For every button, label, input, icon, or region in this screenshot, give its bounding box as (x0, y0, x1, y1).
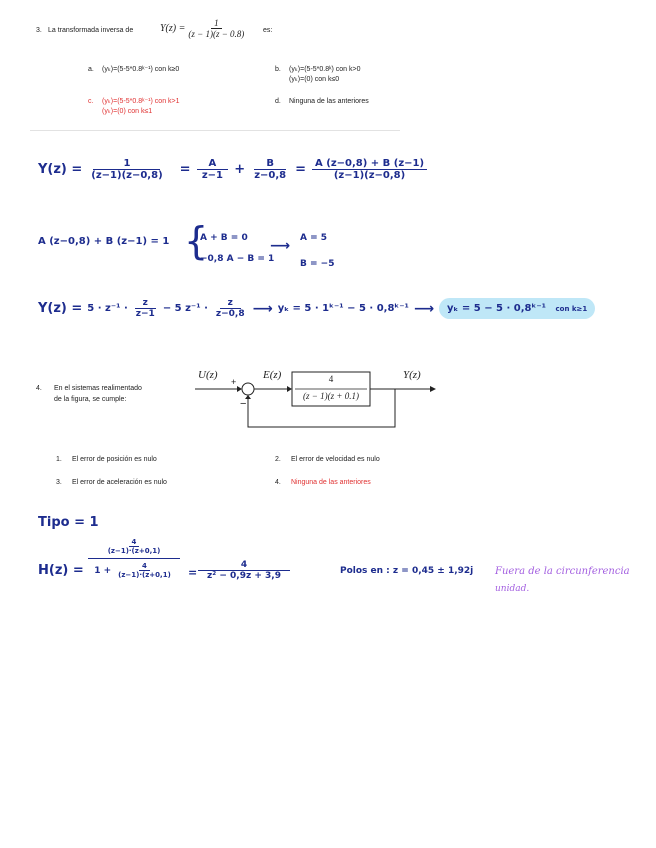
work3-row2-lhs: A (z−0,8) + B (z−1) = 1 (38, 236, 170, 247)
work3-row3-frac2: $\frac{z}{z-0,8}$ (215, 298, 245, 319)
work3-row1-lhs: Y(z) = (38, 162, 83, 177)
q4-option-3: El error de aceleración es nulo (72, 479, 167, 486)
work3-row1: Y(z) = $\frac{1}{(z-1)(z-0,8)}$ = $\frac{A}{z-1}$ + $\frac{B}{z-0,8}$ = $\frac{A (z-0,8) + B (z-1)}{(z-1)(z-0,8)}$ (38, 158, 427, 181)
q3-option-b-letter: b. (275, 66, 281, 73)
q3-option-c-line1: (yₖ)=(5-5*0.8ᵏ⁻¹) con k>1 (102, 98, 180, 105)
q3-option-a: (yₖ)=(5-5*0.8ᵏ⁻¹) con k≥0 (102, 66, 180, 73)
work4-bottom-fraction: $\frac{4}{(z-1)\cdot(z+0,1)}$ (118, 562, 171, 579)
work4-note-line2: unidad. (495, 584, 530, 594)
q3-option-c-line2: (yₖ)=(0) con k≤1 (102, 108, 153, 115)
work4-note-line1: Fuera de la circunferencia (495, 566, 630, 577)
work3-row2-sys1: A + B = 0 (200, 233, 248, 243)
work3-row2-res2: B = −5 (300, 259, 335, 269)
q3-formula (160, 18, 247, 39)
work3-row3-frac1: $\frac{z}{z-1}$ (135, 298, 155, 319)
q3-stem: La transformada inversa de (48, 27, 134, 34)
work3-row2-brace: { (184, 219, 209, 263)
diagram-tf-num: 4 (328, 374, 334, 384)
work4-tipo: Tipo = 1 (38, 515, 99, 530)
work4-top-fraction: $\frac{4}{(z-1)\cdot(z+0,1)}$ (107, 538, 161, 555)
q4-option-4-number: 4. (275, 479, 281, 486)
q3-fraction (185, 18, 247, 39)
q4-option-2: El error de velocidad es nulo (291, 456, 380, 463)
q4-number: 4. (36, 385, 42, 392)
q3-option-c-letter: c. (88, 98, 94, 105)
q4-stem-line1: En el sistemas realimentado (54, 385, 142, 392)
q3-number: 3. (36, 27, 42, 34)
work4-poles: Polos en : z = 0,45 ± 1,92j (340, 566, 474, 576)
work3-row3: Y(z) = 5 · z⁻¹ · $\frac{z}{z-1}$ − 5 z⁻¹ · $\frac{z}{z-0,8}$ ⟶ yₖ = 5 · 1ᵏ⁻¹ − 5 · 0,8ᵏ⁻¹ ⟶ yₖ = 5 − 5 · 0,8ᵏ⁻¹ con k≥1 (38, 298, 595, 319)
work3-row1-frac-a: $\frac{A}{z-1}$ (197, 158, 229, 181)
q4-option-1: El error de posición es nulo (72, 456, 157, 463)
diagram-y-label: Y(z) (403, 369, 421, 381)
diagram-tf-den: (z − 1)(z + 0.1) (303, 391, 359, 401)
q3-fraction-num: 1 (211, 18, 222, 29)
work4-lhs: H(z) = (38, 563, 84, 578)
work3-row1-frac-b: $\frac{B}{z-0,8}$ (254, 158, 287, 181)
work3-row1-frac1: $\frac{1}{(z-1)(z-0,8)}$ (91, 158, 163, 181)
summing-junction (242, 383, 254, 395)
q3-suffix: es: (263, 27, 273, 34)
input-arrow-head (237, 386, 242, 392)
q4-option-4: Ninguna de las anteriores (291, 479, 371, 486)
work3-row1-frac-c: $\frac{A (z-0,8) + B (z-1)}{(z-1)(z-0,8)}$ (312, 158, 427, 181)
q4-stem-line2: de la figura, se cumple: (54, 396, 127, 403)
q3-option-d-letter: d. (275, 98, 281, 105)
q4-option-2-number: 2. (275, 456, 281, 463)
work4-big-fraction (88, 538, 180, 579)
work3-final-highlight: yₖ = 5 − 5 · 0,8ᵏ⁻¹ con k≥1 (439, 298, 595, 319)
output-arrow-head (430, 386, 436, 392)
q3-formula-lhs: Y(z) = (160, 23, 186, 34)
work3-row2-arrow: ⟶ (270, 238, 291, 254)
diagram-minus-sign: − (240, 398, 247, 410)
diagram-u-label: U(z) (198, 369, 218, 381)
q3-option-d: Ninguna de las anteriores (289, 98, 369, 105)
diagram-e-label: E(z) (263, 369, 282, 381)
q3-fraction-den: (z − 1)(z − 0.8) (188, 29, 245, 39)
q3-option-b-line1: (yₖ)=(5-5*0.8ᵏ) con k>0 (289, 66, 361, 73)
work4-rhs (198, 560, 290, 581)
work3-row2-sys2: −0,8 A − B = 1 (200, 254, 275, 264)
work4-rhs-fraction: $\frac{4}{\text{z² − 0,9z + 3,9}}$ (198, 560, 290, 581)
q3-option-b-line2: (yₖ)=(0) con k≤0 (289, 76, 340, 83)
work3-row2-res1: A = 5 (300, 233, 328, 243)
work4-bottom: 1 + $\frac{4}{(z-1)\cdot(z+0,1)}$ (94, 562, 174, 579)
work4-eq: = (188, 566, 198, 579)
divider (30, 130, 400, 131)
diagram-plus-sign: + (231, 377, 237, 387)
q3-option-a-letter: a. (88, 66, 94, 73)
q4-option-1-number: 1. (56, 456, 62, 463)
work4-main-fraction-bar (88, 558, 180, 559)
q4-option-3-number: 3. (56, 479, 62, 486)
